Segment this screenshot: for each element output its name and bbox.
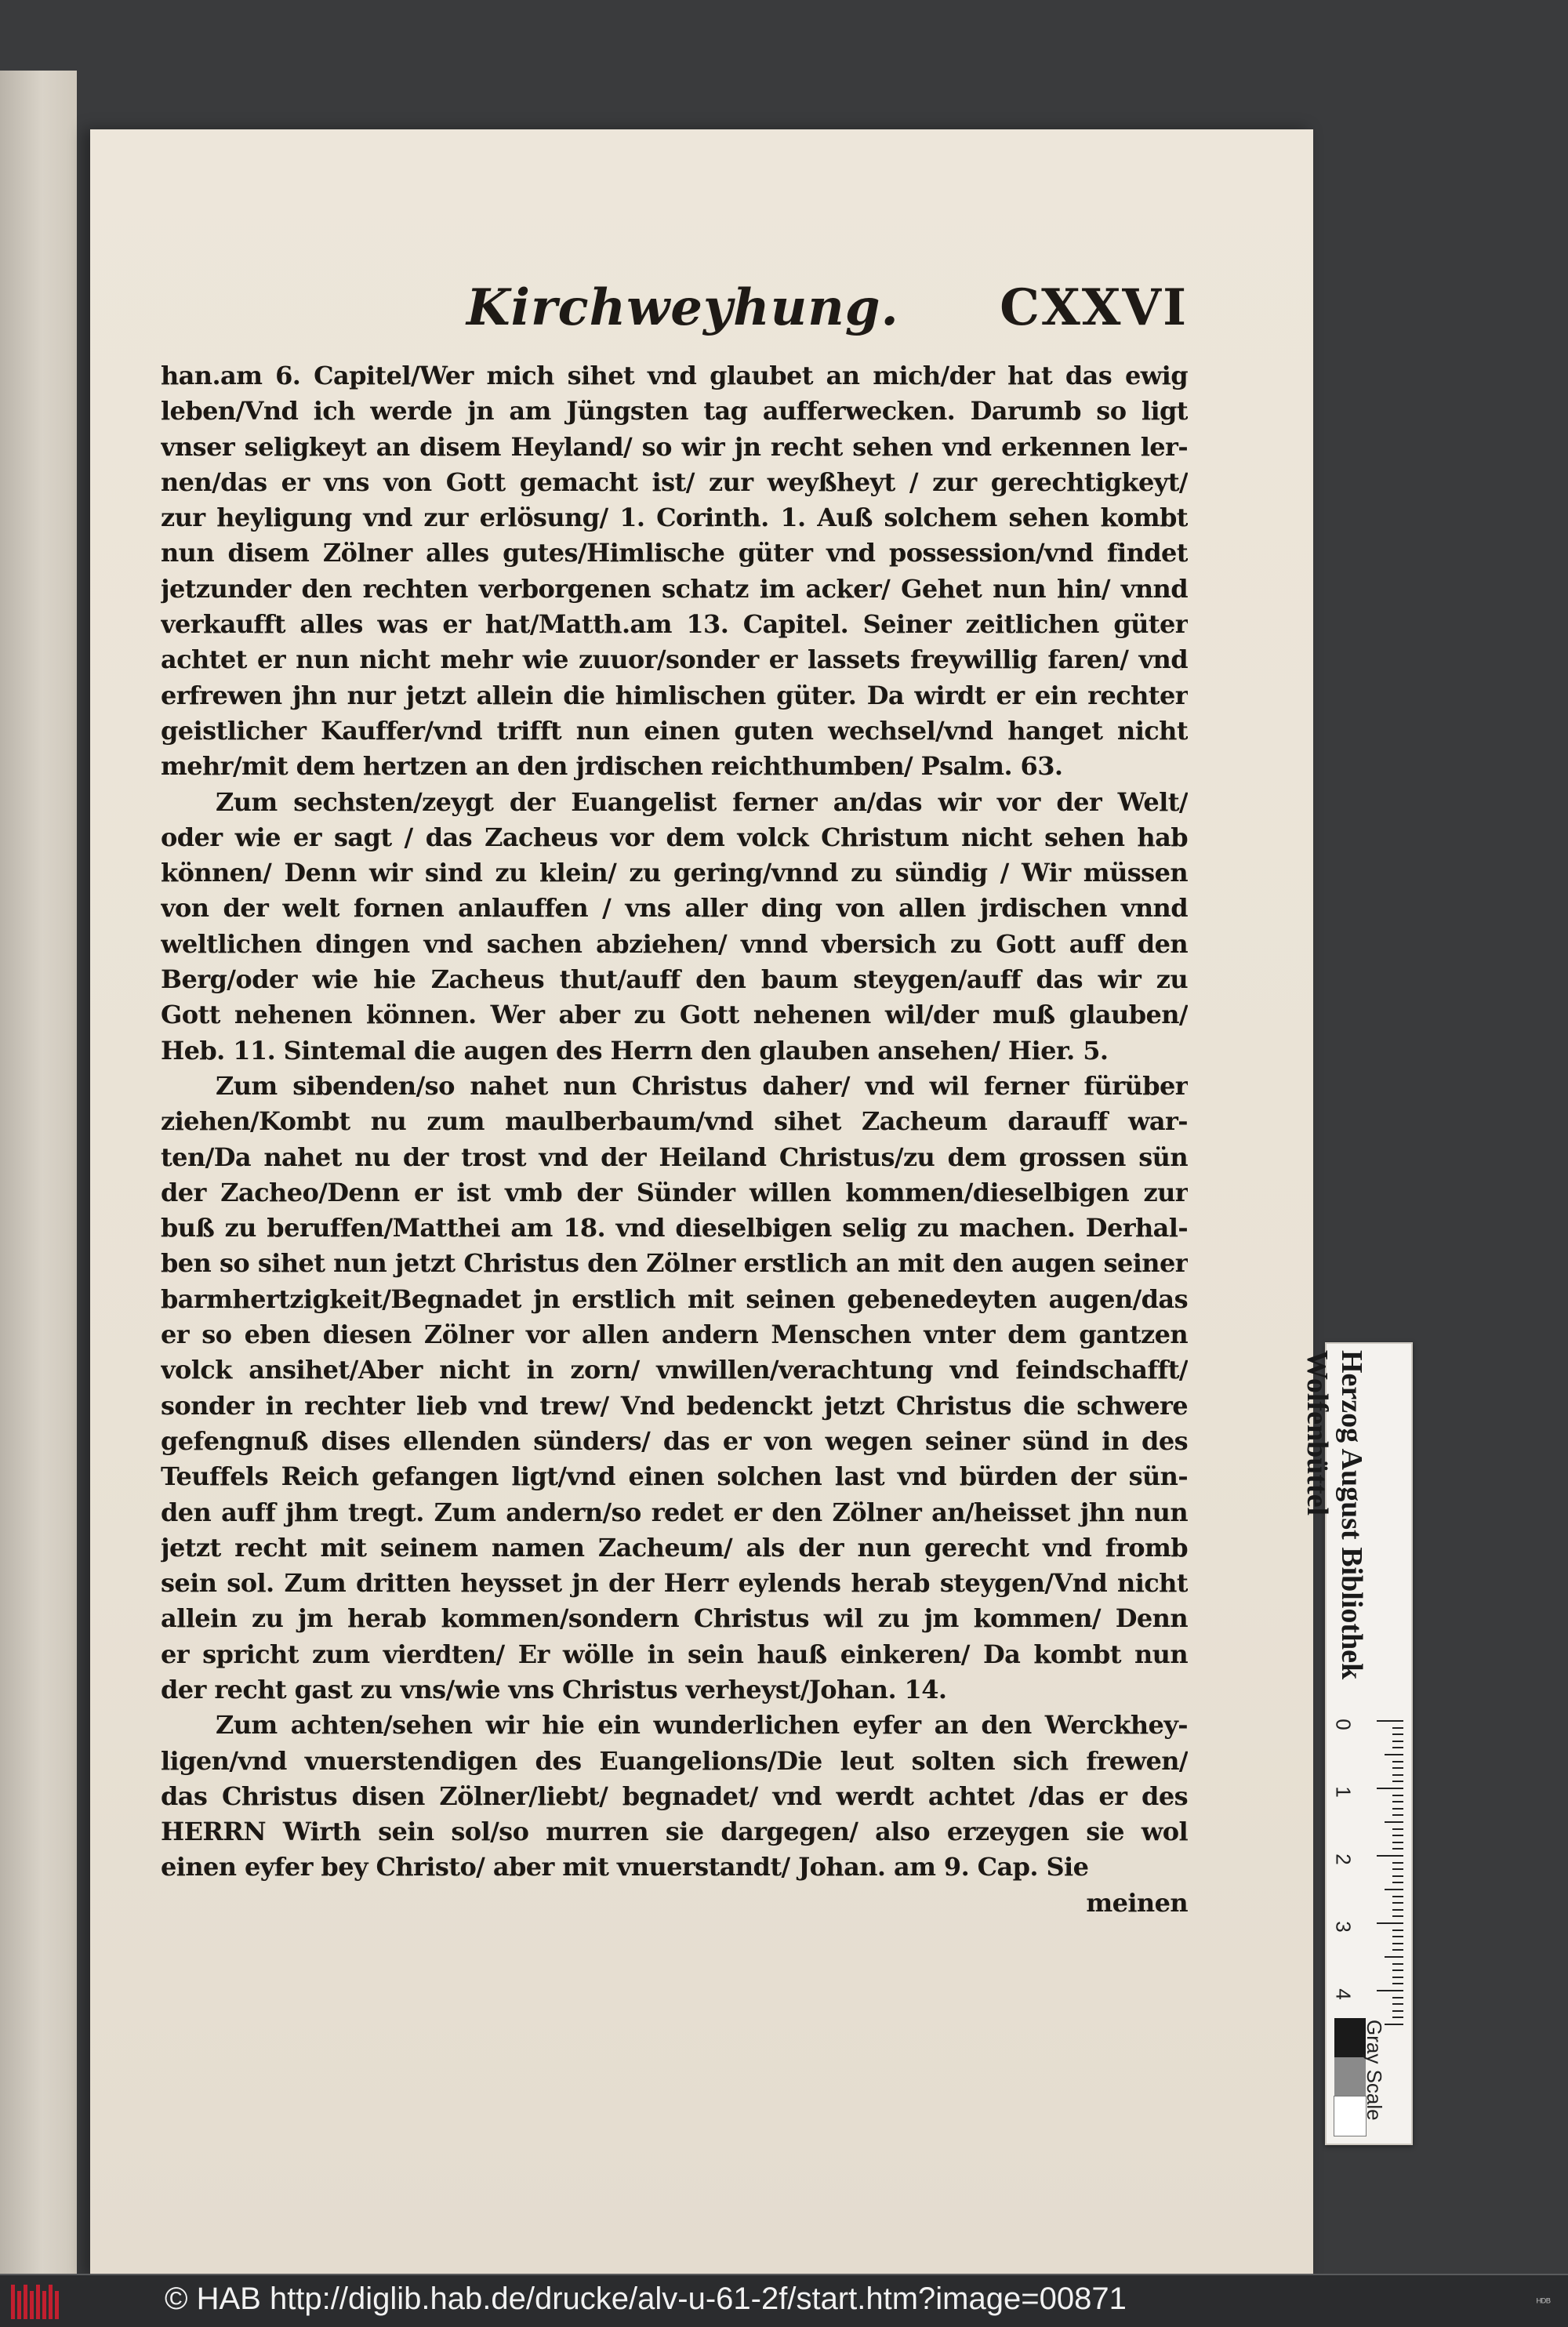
library-city: Wolfenbüttel [1301,1350,1334,1516]
ruler-number: 4 [1331,1988,1356,2000]
text-line: jetzt recht mit seinem namen Zacheum/ als der nun gerecht vnd fromb [161,1532,1188,1563]
running-title: Kirchweyhung. [466,278,899,337]
text-line: von der welt fornen anlauffen / vns aller ding von allen jrdischen vnnd [161,893,1188,924]
text-line: Gott nehenen können. Wer aber zu Gott nehenen wil/der muß glauben/ [161,1000,1188,1030]
logo-bar [30,2291,34,2319]
ruler-tick [1385,1889,1403,1890]
text-line: ziehen/Kombt nu zum maulberbaum/vnd sihet Zacheum darauff war- [161,1106,1188,1137]
text-line: volck ansihet/Aber nicht in zorn/ vnwillen/verachtung vnd feindschafft/ [161,1355,1188,1385]
text-line: nun disem Zölner alles gutes/Himlische güter vnd possession/vnd findet [161,538,1188,568]
ruler-tick [1377,1720,1403,1722]
logo-bar [42,2291,46,2319]
text-line: er spricht zum vierdten/ Er wölle in sein hauß einkeren/ Da kombt nun [161,1639,1188,1669]
ruler-tick [1385,1754,1403,1755]
book-page [90,129,1313,2278]
text-line: Teuffels Reich gefangen ligt/vnd einen solchen last vnd bürden der sün- [161,1461,1188,1492]
ruler-tick [1385,1956,1403,1958]
text-line: Berg/oder wie hie Zacheus thut/auff den baum steygen/auff das wir zu [161,964,1188,995]
ruler-tick [1392,2010,1403,2012]
ruler-tick [1392,1774,1403,1776]
ruler-tick [1392,1795,1403,1796]
ruler-tick [1392,1781,1403,1782]
text-line: han.am 6. Capitel/Wer mich sihet vnd glaubet an mich/der hat das ewig [161,361,1188,390]
ruler-tick [1392,1862,1403,1864]
text-line: können/ Denn wir sind zu klein/ zu gering/vnnd zu sündig / Wir müssen [161,858,1188,888]
ruler-tick [1392,1814,1403,1816]
ruler-tick [1392,1909,1403,1911]
ruler-tick [1392,1977,1403,1978]
ruler-tick [1392,1801,1403,1802]
text-line: ligen/vnd vnuerstendigen des Euangelions/Die leut solten sich frewen/ [161,1745,1188,1776]
ruler-number: 2 [1331,1853,1356,1865]
text-line: ben so sihet nun jetzt Christus den Zölner erstlich an mit den augen seiner [161,1248,1188,1279]
logo-bar [24,2285,27,2319]
ruler-number: 1 [1331,1786,1356,1798]
footer-mark: ᴴᴰᴮ [1536,2296,1551,2308]
logo-bar [49,2285,53,2319]
catchword: meinen [1086,1887,1188,1918]
text-line: mehr/mit dem hertzen an den jrdischen reichthumben/ Psalm. 63. [161,751,1063,782]
text-line: den auff jhm tregt. Zum andern/so redet er den Zölner an/heisset jhn nun [161,1497,1188,1527]
ruler-tick [1377,1990,1403,1991]
text-line: Zum sibenden/so nahet nun Christus daher/ vnd wil ferner fürüber [216,1070,1188,1101]
text-line: Zum achten/sehen wir hie ein wunderlichen eyfer an den Werckhey- [216,1710,1188,1741]
footer-citation[interactable]: © HAB http://diglib.hab.de/drucke/alv-u-61-2f/start.htm?image=00871 [165,2282,1127,2316]
gray-scale-patches [1334,2018,1366,2136]
ruler-tick [1392,1767,1403,1769]
gray-scale-label: Gray Scale [1363,2020,1386,2121]
text-line: verkaufft alles was er hat/Matth.am 13. Capitel. Seiner zeitlichen güter [161,609,1188,640]
text-line: jetzunder den rechten verborgenen schatz im acker/ Gehet nun hin/ vnnd [161,573,1188,604]
text-line: einen eyfer bey Christo/ aber mit vnuerstandt/ Johan. am 9. Cap. Sie [161,1852,1089,1882]
text-line: er so eben diesen Zölner vor allen andern Menschen vnter dem gantzen [161,1320,1188,1350]
ruler-tick [1392,1902,1403,1904]
ruler-tick [1392,1983,1403,1984]
ruler-tick [1377,1788,1403,1789]
text-line: erfrewen jhn nur jetzt allein die himlischen güter. Da wirdt er ein rechter [161,680,1188,710]
ruler-tick [1392,1848,1403,1850]
text-line: Heb. 11. Sintemal die augen des Herrn den glauben ansehen/ Hier. 5. [161,1035,1109,1065]
text-line: sein sol. Zum dritten heysset jn der Herr eylends herab steygen/Vnd nicht [161,1568,1188,1599]
text-line: geistlicher Kauffer/vnd trifft nun einen guten wechsel/vnd hanget nicht [161,715,1188,746]
ruler-tick [1392,1997,1403,1998]
gray-patch [1334,2018,1366,2057]
text-line: achtet er nun nicht mehr wie zuuor/sonder er lassets freywillig faren/ vnd [161,644,1188,675]
footer-bar [0,2274,1568,2327]
ruler-tick [1385,1821,1403,1823]
logo-bar [11,2285,15,2319]
ruler-tick [1377,1922,1403,1924]
text-line: ten/Da nahet nu der trost vnd der Heiland Christus/zu dem grossen sün [161,1142,1188,1172]
ruler-tick [1392,1963,1403,1965]
ruler-tick [1392,1943,1403,1944]
gray-patch [1334,2057,1366,2096]
text-line: gefengnuß dises ellenden sünders/ das er von wegen seiner sünd in des [161,1425,1188,1456]
hab-logo-icon [11,2285,66,2319]
ruler-tick [1392,1761,1403,1762]
page-content [161,270,1188,1921]
ruler-tick [1392,1741,1403,1742]
text-line: leben/Vnd ich werde jn am Jüngsten tag aufferwecken. Darumb so ligt [161,396,1188,427]
library-name: Herzog August Bibliothek [1335,1350,1368,1680]
text-line: barmhertzigkeit/Begnadet jn erstlich mit seinen gebenedeyten augen/das [161,1283,1188,1314]
ruler-tick [1392,1915,1403,1917]
text-line: der Zacheo/Denn er ist vmb der Sünder willen kommen/dieselbigen zur [161,1177,1188,1207]
logo-bar [17,2291,21,2319]
logo-bar [36,2285,40,2319]
text-line: oder wie er sagt / das Zacheus vor dem volck Christum nicht sehen hab [161,822,1188,852]
gray-patch [1334,2096,1366,2136]
ruler-tick [1392,1875,1403,1877]
ruler-tick [1392,1747,1403,1748]
ruler-tick [1385,2024,1403,2025]
text-line: sonder in rechter lieb vnd trew/ Vnd bedenckt jetzt Christus die schwere [161,1390,1188,1421]
text-line: Zum sechsten/zeygt der Euangelist ferner an/das wir vor der Welt/ [216,786,1188,817]
text-line: vnser seligkeyt an disem Heyland/ so wir jn recht sehen vnd erkennen ler- [161,431,1188,462]
ruler-tick [1392,1896,1403,1897]
text-line: das Christus disen Zölner/liebt/ begnadet/ vnd werdt achtet /das er des [161,1781,1188,1811]
text-line: weltlichen dingen vnd sachen abziehen/ vnnd vbersich zu Gott auff den [161,928,1188,959]
text-line: HERRN Wirth sein sol/so murren sie dargegen/ also erzeygen sie wol [161,1817,1188,1847]
logo-bar [55,2291,59,2319]
ruler-tick [1392,1808,1403,1810]
text-line: nen/das er vns von Gott gemacht ist/ zur weyßheyt / zur gerechtigkeyt/ [161,466,1188,497]
running-head [161,270,1188,341]
text-line: zur heyligung vnd zur erlösung/ 1. Corinth. 1. Auß solchem sehen kombt [161,503,1188,533]
previous-page-edge [0,71,77,2282]
ruler-tick [1392,1727,1403,1729]
ruler-tick [1392,1733,1403,1735]
ruler-tick [1392,2003,1403,2005]
ruler-tick [1392,1835,1403,1836]
ruler-tick [1392,1969,1403,1971]
ruler-number: 0 [1331,1719,1356,1730]
body-text [161,358,1188,1921]
ruler-number: 3 [1331,1921,1356,1933]
ruler-tick [1377,1855,1403,1857]
ruler-tick [1392,1949,1403,1951]
centimeter-ruler [1331,1720,1406,2049]
text-line: allein zu jm herab kommen/sondern Christus wil zu jm kommen/ Denn [161,1603,1188,1634]
ruler-tick [1392,2017,1403,2018]
text-line: der recht gast zu vns/wie vns Christus verheyst/Johan. 14. [161,1674,947,1704]
ruler-tick [1392,1868,1403,1870]
ruler-tick [1392,1929,1403,1931]
ruler-tick [1392,1936,1403,1937]
color-scale-card [1301,1342,1413,2145]
ruler-tick [1392,1842,1403,1843]
folio-number: CXXVI [1000,278,1188,337]
ruler-tick [1392,1828,1403,1830]
text-line: buß zu beruffen/Matthei am 18. vnd dieselbigen selig zu machen. Derhal- [161,1213,1188,1243]
ruler-tick [1392,1882,1403,1883]
